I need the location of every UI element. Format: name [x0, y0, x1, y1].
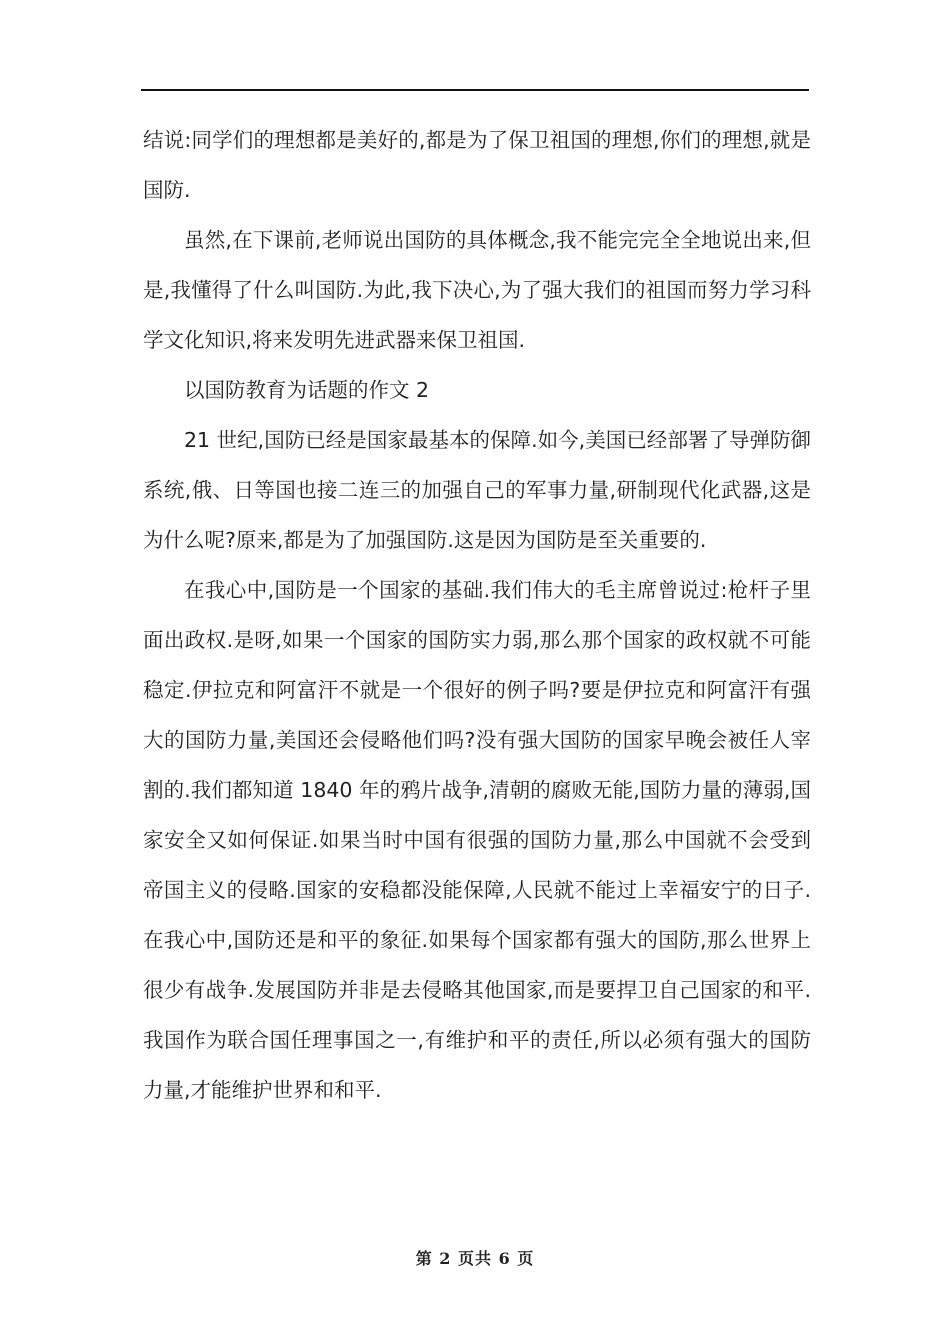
paragraph-national-defense: 在我心中,国防是一个国家的基础.我们伟大的毛主席曾说过:枪杆子里面出政权.是呀,如果一个国家的国防实力弱,那么那个国家的政权就不可能稳定.伊拉克和阿富汗不就是一个很好的例子吗?要是伊拉克和阿富汗有强大的国防力量,美国还会侵略他们吗?没有强大国防的国家早晚会被任人宰割的.我们都知道 1840 年的鸦片战争,清朝的腐败无能,国防力量的薄弱,国家安全又如何保证.如果当时中国有很强的国防力量,那么中国就不会受到帝国主义的侵略.国家的安稳都没能保障,人民就不能过上幸福安宁的日子.在我心中,国防还是和平的象征.如果每个国家都有强大的国防,那么世界上很少有战争.发展国防并非是去侵略其他国家,而是要捍卫自己国家的和平.我国作为联合国任理事国之一,有维护和平的责任,所以必须有强大的国防力量,才能维护世界和和平. — [143, 578, 811, 1102]
header-rule — [141, 89, 809, 91]
page-number-footer: 第 2 页共 6 页 — [415, 1249, 535, 1268]
paragraph-resolve: 虽然,在下课前,老师说出国防的具体概念,我不能完完全全地说出来,但是,我懂得了什么叫国防.为此,我下决心,为了强大我们的祖国而努力学习科学文化知识,将来发明先进武器来保卫祖国. — [143, 228, 811, 352]
paragraph-21st-century: 21 世纪,国防已经是国家最基本的保障.如今,美国已经部署了导弹防御系统,俄、日等国也接二连三的加强自己的军事力量,研制现代化武器,这是为什么呢?原来,都是为了加强国防.这是因为国防是至关重要的. — [143, 428, 811, 552]
essay-heading: 以国防教育为话题的作文 2 — [184, 378, 430, 402]
document-body — [143, 115, 811, 1115]
paragraph-conclusion: 结说:同学们的理想都是美好的,都是为了保卫祖国的理想,你们的理想,就是国防. — [143, 128, 811, 202]
